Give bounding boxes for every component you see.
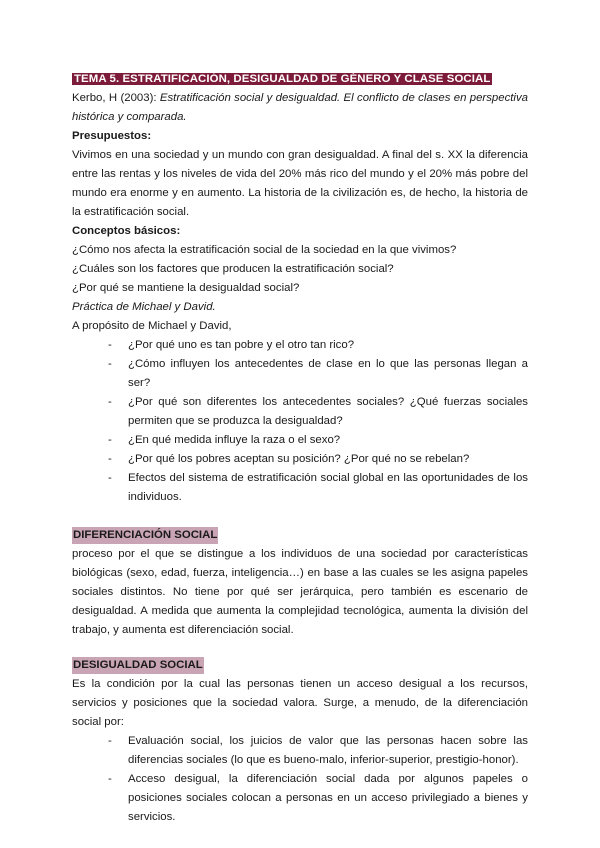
list-item-text: ¿Por qué son diferentes los antecedentes sociales? ¿Qué fuerzas sociales permiten que se produzca la desigualdad? (128, 396, 528, 427)
practica-label: Práctica de Michael y David. (72, 301, 216, 313)
list-item (108, 336, 528, 355)
page-title: TEMA 5. ESTRATIFICACIÓN, DESIGUALDAD DE GÉNERO Y CLASE SOCIAL (74, 73, 491, 85)
question-item: ¿Cuáles son los factores que producen la estratificación social? (72, 263, 394, 275)
reference-work: Estratificación social y desigualdad. El conflicto de clases en perspectiva histórica y comparada. (72, 92, 528, 123)
list-item (108, 431, 528, 450)
reference-author: Kerbo, H (2003): (72, 92, 157, 104)
dash-marker: - (108, 472, 112, 484)
list-item (108, 393, 528, 431)
practica-intro: A propósito de Michael y David, (72, 320, 232, 332)
dash-marker: - (108, 339, 112, 351)
diferenciacion-heading: DIFERENCIACIÓN SOCIAL (72, 527, 218, 544)
title-line (72, 70, 528, 89)
question-item: ¿Por qué se mantiene la desigualdad social? (72, 282, 300, 294)
diferenciacion-heading-line (72, 526, 528, 545)
list-item-text: Efectos del sistema de estratificación social global en las oportunidades de los individuos. (128, 472, 528, 503)
desigualdad-bullet-list (72, 732, 528, 827)
list-item (108, 450, 528, 469)
list-item-text: ¿En qué medida influye la raza o el sexo? (128, 434, 341, 446)
dash-marker: - (108, 735, 112, 747)
list-item (108, 355, 528, 393)
list-item-text: Acceso desigual, la diferenciación social dada por algunos papeles o posiciones sociales colocan a personas en un acceso privilegiado a bienes y servicios. (128, 773, 528, 823)
desigualdad-heading-line (72, 656, 528, 675)
dash-marker: - (108, 358, 112, 370)
diferenciacion-text: proceso por el que se distingue a los individuos de una sociedad por características biológicas (sexo, edad, fuerza, inteligencia…) en base a las cuales se les asigna papeles sociales distintos. No tiene por qué ser jerárquica, pero también es escenario de desigualdad. A medida que aumenta la complejidad tecnológica, aumenta la división del trabajo, y aumenta est diferenciación social. (72, 548, 528, 636)
spacer (72, 507, 528, 526)
dash-marker: - (108, 396, 112, 408)
list-item (108, 732, 528, 770)
presupuestos-heading: Presupuestos: (72, 130, 152, 142)
list-item (108, 469, 528, 507)
desigualdad-text: Es la condición por la cual las personas tienen un acceso desigual a los recursos, servicios y posiciones que la sociedad valora. Surge, a menudo, de la diferenciación social por: (72, 678, 528, 728)
list-item-text: ¿Por qué los pobres aceptan su posición? ¿Por qué no se rebelan? (128, 453, 470, 465)
list-item (108, 770, 528, 827)
list-item-text: Evaluación social, los juicios de valor que las personas hacen sobre las diferencias sociales (lo que es bueno-malo, inferior-superior, prestigio-honor). (128, 735, 528, 766)
reference (72, 89, 528, 127)
list-item-text: ¿Por qué uno es tan pobre y el otro tan rico? (128, 339, 355, 351)
list-item-text: ¿Cómo influyen los antecedentes de clase en lo que las personas llegan a ser? (128, 358, 528, 389)
dash-marker: - (108, 453, 112, 465)
dash-marker: - (108, 773, 112, 785)
conceptos-bullet-list (72, 336, 528, 507)
question-item: ¿Cómo nos afecta la estratificación social de la sociedad en la que vivimos? (72, 244, 457, 256)
desigualdad-heading: DESIGUALDAD SOCIAL (72, 657, 204, 674)
dash-marker: - (108, 434, 112, 446)
presupuestos-text: Vivimos en una sociedad y un mundo con gran desigualdad. A final del s. XX la diferencia entre las rentas y los niveles de vida del 20% más rico del mundo y el 20% más pobre del mundo era enorme y en aumento. La historia de la civilización es, de hecho, la historia de la estratificación social. (72, 149, 528, 218)
spacer (72, 640, 528, 656)
conceptos-heading: Conceptos básicos: (72, 225, 181, 237)
